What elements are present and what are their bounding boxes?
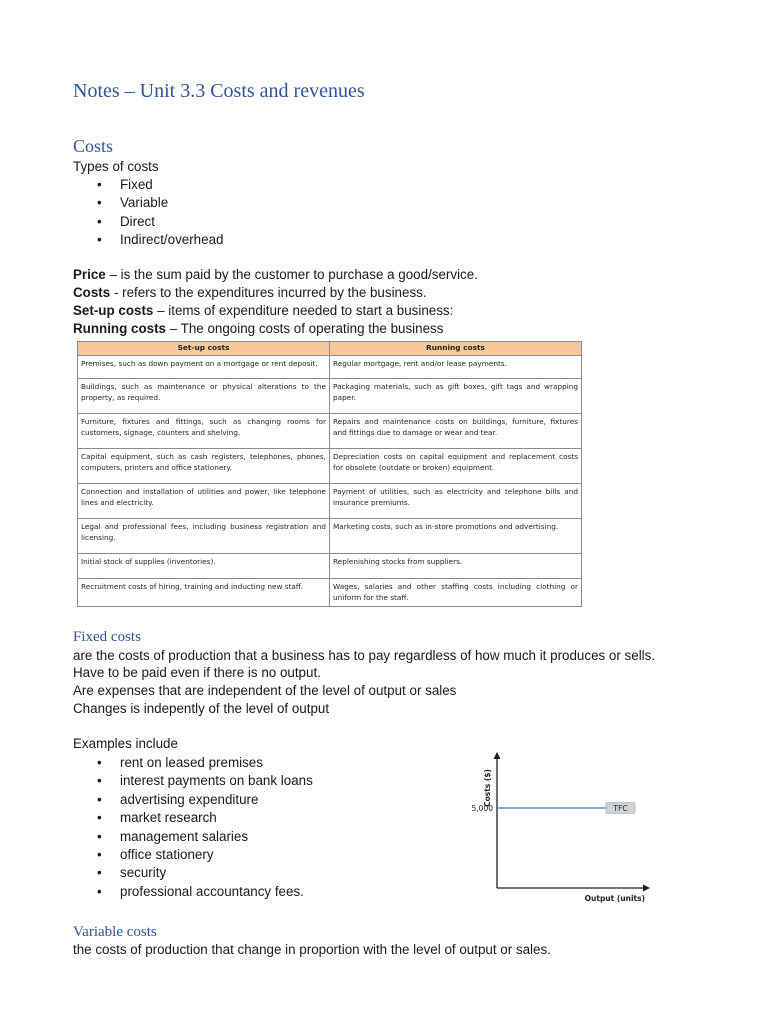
table-cell: Legal and professional fees, including business registration and licensing. [78, 519, 330, 554]
y-axis-label: Costs ($) [483, 769, 492, 807]
page-title: Notes – Unit 3.3 Costs and revenues [73, 80, 365, 102]
table-cell: Packaging materials, such as gift boxes, gift tags and wrapping paper. [330, 379, 582, 414]
types-intro: Types of costs [73, 159, 159, 174]
definition-term: Set-up costs [73, 303, 154, 318]
table-cell: Wages, salaries and other staffing costs including clothing or uniform for the staff. [330, 579, 582, 607]
table-cell: Depreciation costs on capital equipment and replacement costs for obsolete (outdate or broken) equipment. [330, 449, 582, 484]
table-cell: Premises, such as down payment on a mortgage or rent deposit. [78, 356, 330, 379]
table-row [78, 379, 582, 414]
list-item: • Direct [73, 213, 223, 231]
table-cell: Capital equipment, such as cash registers, telephones, phones, computers, printers and office stationery. [78, 449, 330, 484]
tfc-chart [467, 748, 662, 908]
definition-term: Running costs [73, 321, 166, 336]
costs-table [77, 341, 582, 607]
list-item: • management salaries [73, 828, 313, 846]
definition-setup-costs [73, 303, 453, 318]
definition-text: – items of expenditure needed to start a business: [153, 303, 454, 318]
table-header-row [78, 342, 582, 356]
table-header-running: Running costs [330, 342, 582, 356]
table-row [78, 356, 582, 379]
table-cell: Recruitment costs of hiring, training and inducting new staff. [78, 579, 330, 607]
list-item: • Fixed [73, 176, 223, 194]
definition-text: – is the sum paid by the customer to purchase a good/service. [105, 267, 478, 282]
types-list [73, 176, 223, 250]
table-row [78, 484, 582, 519]
list-item: • advertising expenditure [73, 791, 313, 809]
list-item: • rent on leased premises [73, 754, 313, 772]
x-axis-arrow-icon [643, 885, 650, 892]
table-row [78, 414, 582, 449]
y-axis-arrow-icon [494, 752, 501, 759]
fixed-line: are the costs of production that a business has to pay regardless of how much it produces or sells. [73, 648, 656, 663]
table-cell: Replenishing stocks from suppliers. [330, 554, 582, 579]
section-heading-variable-costs: Variable costs [73, 924, 157, 940]
definition-running-costs [73, 321, 443, 336]
fixed-line: Changes is indepently of the level of output [73, 701, 330, 716]
table-cell: Repairs and maintenance costs on buildings, furniture, fixtures and fittings due to damage or wear and tear. [330, 414, 582, 449]
definition-text: - refers to the expenditures incurred by the business. [110, 285, 427, 300]
examples-intro: Examples include [73, 736, 178, 751]
examples-list [73, 754, 313, 901]
definition-price [73, 267, 478, 282]
definition-text: – The ongoing costs of operating the business [166, 321, 444, 336]
section-heading-costs: Costs [73, 136, 114, 156]
list-item: • Variable [73, 194, 223, 212]
list-item: • market research [73, 809, 313, 827]
table-cell: Furniture, fixtures and fittings, such as changing rooms for customers, signage, counters and shelving. [78, 414, 330, 449]
table-row [78, 554, 582, 579]
table-row [78, 449, 582, 484]
x-axis-label: Output (units) [584, 894, 645, 903]
fixed-line: Are expenses that are independent of the level of output or sales [73, 683, 457, 698]
table-cell: Initial stock of supplies (inventories). [78, 554, 330, 579]
definition-term: Costs [73, 285, 111, 300]
table-row [78, 519, 582, 554]
table-cell: Buildings, such as maintenance or physical alterations to the property, as required. [78, 379, 330, 414]
fixed-line: Have to be paid even if there is no output. [73, 665, 321, 680]
table-row [78, 579, 582, 607]
table-cell: Marketing costs, such as in-store promotions and advertising. [330, 519, 582, 554]
table-cell: Regular mortgage, rent and/or lease payments. [330, 356, 582, 379]
list-item: • interest payments on bank loans [73, 772, 313, 790]
list-item: • office stationery [73, 846, 313, 864]
list-item: • professional accountancy fees. [73, 883, 313, 901]
table-header-setup: Set-up costs [78, 342, 330, 356]
table-cell: Payment of utilities, such as electricity and telephone bills and insurance premiums. [330, 484, 582, 519]
definition-term: Price [73, 267, 106, 282]
list-item: • Indirect/overhead [73, 231, 223, 249]
list-item: • security [73, 864, 313, 882]
variable-line: the costs of production that change in proportion with the level of output or sales. [73, 942, 551, 957]
tfc-label: TFC [613, 804, 628, 813]
table-cell: Connection and installation of utilities and power, like telephone lines and electricity. [78, 484, 330, 519]
section-heading-fixed-costs: Fixed costs [73, 629, 141, 645]
y-tick-label: 5,000 [471, 804, 493, 813]
definition-costs [73, 285, 427, 300]
